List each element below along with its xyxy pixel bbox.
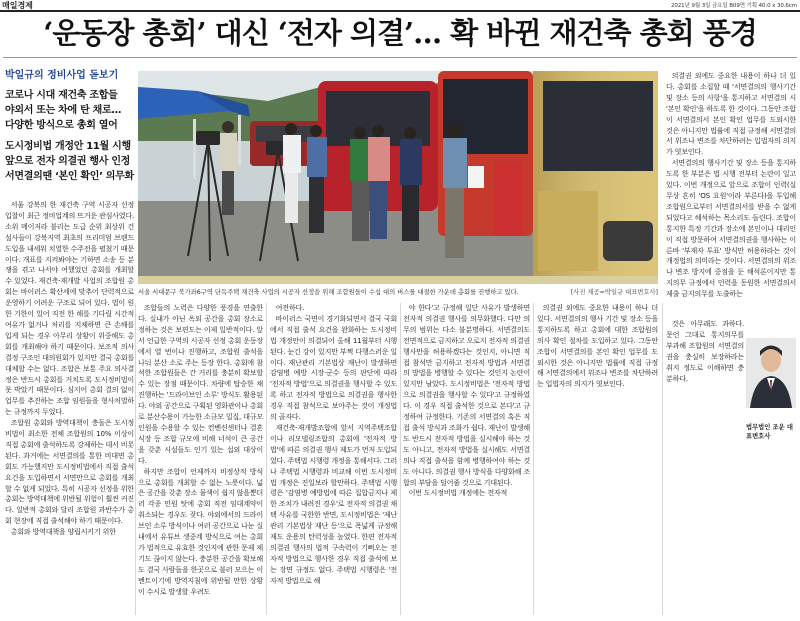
paragraph: 조합원 총회와 방역대책이 충돌은 도시정비법이 최소한 전체 조합원의 10% 이상이 직접 총회에 출석하도록 강제하는 데서 비롯된다. 과거에는 서면결의를 통한 비대면 총회도 가능했지만 도시정비법에서 직접 출석 요건을 도입하면서 서면만으로 총회를 개최할 수 없게 되었다. 특히 시공자 선정을 위한 총회는 방역대책에 위반될 위험이 훨씬 커진다. 일반적 총회와 달리 조합원 과반수가 총회 현장에 직접 출석해야 하기 때문이다. xyxy=(5,418,134,526)
article-column-4 xyxy=(403,303,530,621)
photo-caption-row xyxy=(138,287,658,299)
article-column-7 xyxy=(666,319,744,621)
subhead: 도시정비법 개정안 11월 시행 xyxy=(5,141,131,152)
paragraph: 바이러스 국면이 경기화되면서 결국 국회에서 직접 출석 요건을 완화하는 도시정비법 개정안이 의결되어 올해 11월부터 시행된다. 눈긴 강이 있지만 부쩍 다행스러운 일이다. 재난관리 기본법상 재난이 발생하면 감염병 예방 시장·군수 등의 판단에 따라 '전자적 방법'으로 의결권을 행사할 수 있도록 하고 전자적 방법으로 의결권을 행사한 경우 직접 참석으로 보아주는 것이 개정법의 골자다. xyxy=(270,313,397,422)
paragraph: 조합들의 노력은 다양한 풍경을 연출한다. 실내가 아닌 옥외 공간을 총회 장소로 정하는 것은 보편도는 이제 일반적이다. 앞서 언급한 구역의 시공자 선정 총회 운동장에서 열 번이나 진행하고, 조합원 출석을 나눠 분산 소로 주는 등장 한다. 총회에 참석한 조합원들은 간 거리를 충분히 확보할 수 있는 장점 때문이다. 차량에 탑승한 채 진행하는 '드라이브인 소루' 방식도 활용된다. 야외 공간으로 구획된 영화관이나 총회로 분산수용이 가능한 소규모 밀집, 대규모 인원을 수용할 수 있는 컨벤션센터나 결혼식장 등 조합 규모에 비해 너석이 큰 공간을 갖춘 시설들도 인기 있는 섭외 대상이다. xyxy=(138,303,263,465)
subhead: 앞으로 전자 의결권 행사 인정 xyxy=(5,156,131,167)
column-divider xyxy=(266,303,267,615)
paragraph: 의결권 외에도 중요한 내용이 하나 더 있다. 서면결의의 행사 기간 및 장소 등을 통지하도록 하고 총회에 대한 조합원의 의사 확인 절차를 도입하고 있다. 그동안 조합이 서면결의를 본인 확인 업무를 도외시한 것은 아니지만 법률에 직접 규정해 서면결의에서 위조나 변조를 차단하려는 입법자의 의지가 엿보인다. xyxy=(537,303,658,389)
headline-rule xyxy=(3,57,797,58)
photo-credit: [사진 제공=박일규 대표변호사] xyxy=(570,289,658,296)
paragraph: 총회와 방역대책을 양립시키기 위한 xyxy=(10,527,116,537)
article-column-3 xyxy=(270,303,397,621)
paragraph: 재건축·재개발조합에 앞서 지역주택조합이나 리모델링조합의 총회에 '전자적 방법'에 따른 의결권 행사 제도가 먼저 도입되었다. 주택법 시행령 개정을 통해서다. 그러나 주택법 시행령과 비교해 이번 도시정비법 개정은 진일보라 할만하다. 주택법 시행령은 '감염병 예방법에 따른 집합금지나 제한 조치가 내려진 경우'로 전자적 의결권 채택 사유를 국한한 반면, 도시정비법은 '재난관리 기본법상 재난 등'으로 폭넓게 규정해 재도 운용의 탄력성을 높였다. 한편 전자적 의결권 행사의 법적 구속력이 기뻐오는 전자적 방법으로 행사한 경우 직접 출석에 보는 장면 규정도 없다. 주택법 시행령은 '전자적 방법으로 해 xyxy=(270,422,397,585)
news-photo xyxy=(138,71,658,284)
paragraph: 서면결의의 행사기간 및 장소 등을 통지하도록 한 부분은 법 시행 전부터 논란이 일고 있다. 이번 개정으로 앞으로 조합이 인력(실무상 흔히 'OS 요원'이라 부른다)을 투입해 조합원으로부터 서면결의서를 받을 수 없게 되었다고 해석하는 목소리도 들린다. 조합이 통지한 특정 기간과 장소에 본인이나 대리인이 직접 방문하여 서면결의권을 행사하는 이른바 '부재자 투표' 방식만 허용하라는 것이 개정법의 의미라는 것이다. 서면결의의 위조나 변조 방지에 중점을 둔 해석론이지만 통지의무 규정에서 인력을 동원한 서면결의서 제출 금지의무를 도출하는 xyxy=(666,158,796,299)
subhead: 코로나 시대 재건축 조합들 xyxy=(5,90,118,101)
paragraph: 의결권 외에도 중요한 내용이 하나 더 있다. 총회를 소집할 때 '서면결의의 행사기간 및 장소 등의 사항'을 통지하고 서면결의 시 '본인 확인'을 하도록 한 것이다. 그동안 조합이 서면결의서 본인 확인 업무를 도외시한 것은 아니지만 법률에 직접 규정해 서면결의서 위조나 변조를 차단하려는 입법자의 의지가 엿보인다. xyxy=(666,71,796,157)
column-divider xyxy=(135,303,136,615)
paper-name: 매일경제 xyxy=(2,1,33,10)
article-column-1 xyxy=(5,200,134,620)
author-byline: 법무법인 조운 대표변호사 xyxy=(746,424,793,440)
subhead: 서면결의땐 ‘본인 확인’ 의무화 xyxy=(5,171,134,182)
author-portrait xyxy=(746,338,796,408)
series-label: 박일규의 정비사업 돋보기 xyxy=(5,70,119,81)
paragraph: 야 한다'고 규정해 일단 사유가 발생하면 전자적 의결권 행사를 의무화했다. 다만 의무의 범위는 다소 불분명하다. 서면결의도 전면적으로 금지하고 오로지 전자적 의결권 행사만을 허용하겠다는 것인지, 아니면 직접 참석만 금지하고 전자적 방법과 서면결의 방법을 병행할 수 있다는 것인지 논란이 있지만 남았다. 도시정비법은 '전자적 방법으로 의결권을 행사할 수 있다'고 규정하였다. 이 경우 직접 출석한 것으로 본다'고 규정하여 규정한다. 기존의 서면결의 혹은 직접 출석 방식과 조화가 쉽다. 재난이 발생해도 반드시 전자적 방법을 실시해야 하는 것도 아니고, 전자적 방법을 실시해도 서면결의나 직접 출석을 함께 병행하여야 하는 것도 아니다. 의결권 행사 방식을 다양화해 조합의 부담을 덜어줄 것으로 기대된다. xyxy=(403,303,530,487)
photo-caption: 서울 서대문구 북가좌6구역 단독주택 재건축 사업의 시공자 선정을 위해 조합원들이 수십 대의 버스를 대절한 가운데 총회를 진행하고 있다. xyxy=(138,289,519,296)
column-divider xyxy=(662,303,663,615)
subhead: 다양한 방식으로 총회 열어 xyxy=(5,120,118,131)
paragraph: 여전하다. xyxy=(275,303,305,312)
masthead xyxy=(0,0,800,10)
article-column-2 xyxy=(138,303,263,621)
paragraph: 이번 도시정비법 개정에는 전자적 xyxy=(408,488,508,498)
column-divider xyxy=(533,303,534,615)
paragraph: 것은 아무래도 과하다. 문언 그대로 통지의무를 부과해 조합원의 서면결의권을 충실히 보장하라는 취지 정도로 이해하면 충분하다. xyxy=(666,319,744,383)
column-divider xyxy=(400,303,401,615)
article-column-6 xyxy=(666,71,796,317)
edition-info: 2021년 9월 3일 금요일 B09면 기획 40.0 x 30.6cm xyxy=(670,3,797,9)
paragraph: 하지만 조합이 언제까지 비정상적 방식으로 총회를 개최할 수 없는 노릇이다. 넓은 공간을 갖춘 장소 물색이 쉽지 않을뿐더러 각종 민원 탓에 총회 직전 임대계약이 취소되는 경우도 잦다. 야외에서의 드라이브인 소루 방식이나 여러 공간으로 나눈 실내에서 유튜브 생중계 방식으로 여는 총회가 법적으로 유효한 것인지에 관한 문제 제기도 끊이지 않는다. 충분한 공간을 확보해도 결국 사람들을 한곳으로 불러 모으는 이벤트이기에 방역지침에 위반될 만한 상황이 수시로 발생할 우려도 xyxy=(138,466,263,596)
headline: ‘운동장 총회’ 대신 ‘전자 의결’… 확 바뀐 재건축 총회 풍경 xyxy=(43,16,757,50)
paragraph: 서울 강북의 한 재건축 구역 시공자 선정입찰이 최근 정비업계의 뜨거운 관심사였다. 소위 메이저라 불리는 도급 순위 최상위 건설사들이 강북지역 최초의 프리미엄 브랜드 도입을 내세워 치열한 수주전을 펼쳤기 때문이다. 개표를 지켜봐야는 기하면 소송 등 분쟁을 겪고 나서야 여했었던 총회를 개최할 수 있었다. 재건축·재개발 사업의 조합원 총회는 바이러스 확산세에 맞추어 단력적으로 운영하기 어려운 구조로 되어 있다. 법이 원한 기한이 있어 직전 한 해를 기다릴 시간적 여유가 없거나 처리를 지체하면 큰 손해를 입게 되는 경우 아무리 상황이 위중해도 총회를 개최해야 하기 때문이다. 보조적 의사결정 구조인 대의원회가 있지만 결국 총회를 대체할 수는 없다. 조합은 보통 주요 의사결정은 반드시 총회를 거치도록 도시정비법이 못 박았기 때문이다. 심지어 총회 결의 없이 업무를 추진하는 조합 임원들을 형사처벌하는 규정까지 두었다. xyxy=(5,200,134,417)
subhead: 야외서 또는 차에 탄 채로… xyxy=(5,105,122,116)
article-column-5 xyxy=(537,303,658,621)
subheads xyxy=(5,88,135,184)
